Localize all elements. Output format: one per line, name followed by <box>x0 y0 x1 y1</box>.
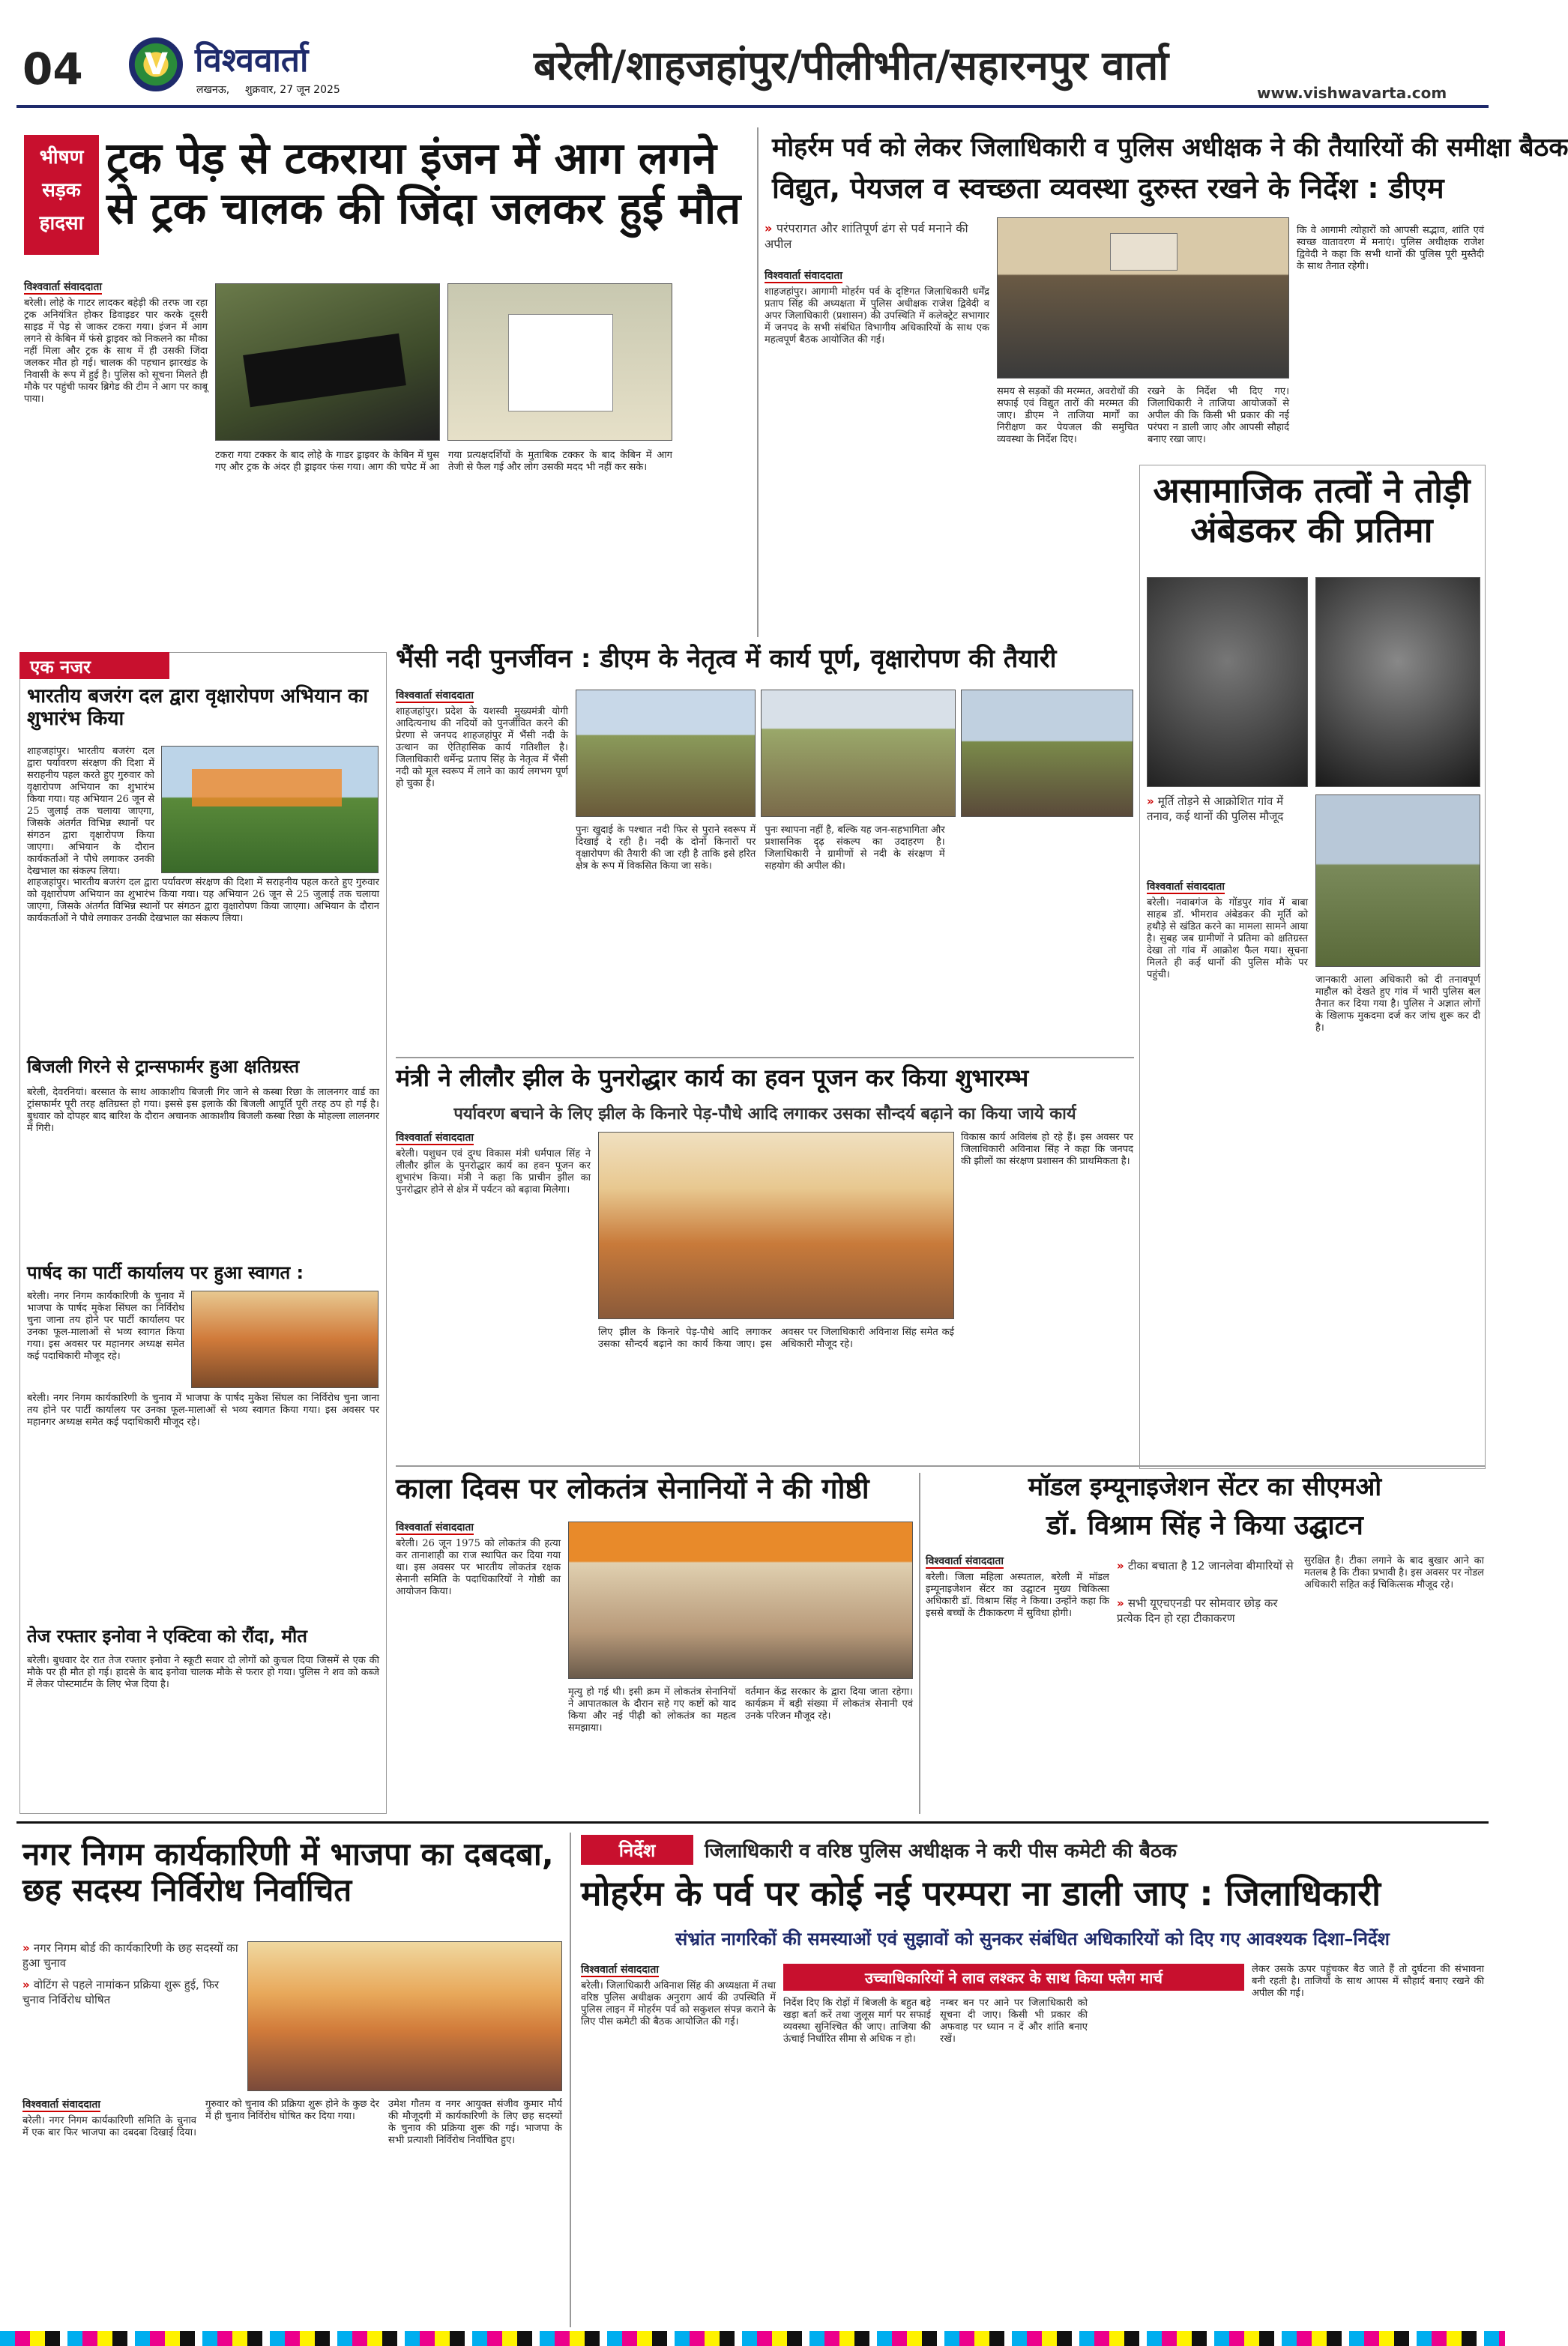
river-photo-1 <box>576 690 756 817</box>
immunization-headline2: डॉ. विश्राम सिंह ने किया उद्घाटन <box>1046 1510 1363 1541</box>
seminar-photo <box>568 1522 913 1679</box>
innova-story: बरेली। बुधवार देर रात तेज रफ्तार इनोवा ने स्कूटी सवार दो लोगों को कुचल दिया जिसमें से एक की मौके पर ही मौत हो गई। हादसे के बाद इनोवा चालक मौके से फरार हो गया। पुलिस ने शव को कब्जे में लेकर पोस्टमार्टम के लिए भेज दिया है। <box>27 1655 379 1690</box>
muharram-dm-story: विश्ववार्ता संवाददाता बरेली। जिलाधिकारी अविनाश सिंह की अध्यक्षता में तथा वरिष्ठ पुलिस अधीक्षक अनुराग आर्य की उपस्थिति में पुलिस लाइन में मोहर्रम पर्व को सकुशल संपन्न कराने के लिए पीस कमेटी की बैठक आयोजित की गई। <box>581 1964 776 2027</box>
river-photo-3 <box>961 690 1133 817</box>
nagar-nigam-bullet2: » वोटिंग से पहले नामांकन प्रक्रिया शुरू हुई, फिर चुनाव निर्विरोध घोषित <box>22 1978 240 2007</box>
lilaur-subhead: पर्यावरण बचाने के लिए झील के किनारे पेड़-पौधे आदि लगाकर उसका सौन्दर्य बढ़ाने का किया जाये कार्य <box>453 1105 1076 1124</box>
river-photo-2 <box>761 690 956 817</box>
bhainsi-headline: भैंसी नदी पुनर्जीवन : डीएम के नेतृत्व में कार्य पूर्ण, वृक्षारोपण की तैयारी <box>396 644 1057 674</box>
bhainsi-story-cont: पुनः खुदाई के पश्चात नदी फिर से पुराने स्वरूप में दिखाई दे रही है। नदी के दोनों किनारों पर वृक्षारोपण की तैयारी की जा रही है ताकि इसे हरित क्षेत्र के रूप में विकसित किया जा सके। पुनः स्थापना नहीं है, बल्कि यह जन-सहभागिता और प्रशासनिक दृढ़ संकल्प का उदाहरण है। जिलाधिकारी ने ग्रामीणों से नदी के संरक्षण में सहयोग की अपील की। <box>576 824 945 872</box>
kala-diwas-headline: काला दिवस पर लोकतंत्र सेनानियों ने की गोष्ठी <box>396 1472 869 1505</box>
immunization-story-cont: सुरक्षित है। टीका लगाने के बाद बुखार आने का मतलब है कि टीका प्रभावी है। इस अवसर पर नोडल अधिकारी सहित कई चिकित्सक मौजूद रहे। <box>1304 1555 1484 1590</box>
immunization-headline1: मॉडल इम्यूनाइजेशन सेंटर का सीएमओ <box>1028 1472 1382 1502</box>
havan-photo <box>598 1132 954 1319</box>
website[interactable]: www.vishwavarta.com <box>1257 84 1447 102</box>
nagar-nigam-photo <box>247 1941 562 2091</box>
nagar-nigam-headline: नगर निगम कार्यकारिणी में भाजपा का दबदबा, छह सदस्य निर्विरोध निर्वाचित <box>22 1836 554 1909</box>
lilaur-story-col3: विकास कार्य अविलंब हो रहे हैं। इस अवसर पर जिलाधिकारी अविनाश सिंह ने कहा कि जनपद की झीलों का संरक्षण प्रशासन की प्राथमिकता है। <box>961 1132 1133 1167</box>
muharram-dm-headline: मोहर्रम के पर्व पर कोई नई परम्परा ना डाली जाए : जिलाधिकारी <box>581 1873 1381 1914</box>
parshad-story-cont: बरेली। नगर निगम कार्यकारिणी के चुनाव में भाजपा के पार्षद मुकेश सिंघल का निर्विरोध चुना जाना तय होने पर पार्टी कार्यालय पर उनका फूल-मालाओं से भव्य स्वागत किया गया। इस अवसर पर महानगर अध्यक्ष समेत कई पदाधिकारी मौजूद रहे। <box>27 1393 379 1428</box>
ambedkar-story-cont: जानकारी आला अधिकारी को दी तनावपूर्ण माहौल को देखते हुए गांव में भारी पुलिस बल तैनात कर दिया गया है। पुलिस ने अज्ञात लोगों के खिलाफ मुकदमा दर्ज कर जांच शुरू कर दी है। <box>1315 974 1480 1034</box>
truck-story-cont: टकरा गया टक्कर के बाद लोहे के गाडर ड्राइवर के केबिन में घुस गए और ट्रक के अंदर ही ड्राइवर फंस गया। आग की चपेट में आ गया प्रत्यक्षदर्शियों के मुताबिक टक्कर के बाद केबिन में आग तेजी से फैल गई और लोग उसकी मदद भी नहीं कर सके। <box>215 450 672 473</box>
meeting-photo <box>997 217 1289 379</box>
flag-march-banner: उच्चाधिकारियों ने लाव लश्कर के साथ किया फ्लैग मार्च <box>783 1964 1244 1991</box>
edition-title: बरेली/शाहजहांपुर/पीलीभीत/सहारनपुर वार्ता <box>534 42 1169 89</box>
nirdesh-tag: निर्देश <box>581 1835 693 1865</box>
statue-cctv-photo-2 <box>1315 577 1480 787</box>
ambedkar-headline: असामाजिक तत्वों ने तोड़ी अंबेडकर की प्रतिमा <box>1153 470 1471 550</box>
muharram-review-bullet: » परंपरागत और शांतिपूर्ण ढंग से पर्व मनाने की अपील <box>765 221 989 253</box>
truck-story: विश्ववार्ता संवाददाता बरेली। लोहे के गाटर लादकर बहेड़ी की तरफ जा रहा ट्रक अनियंत्रित होकर डिवाइडर पार करके दूसरी साइड में पेड़ से जाकर टकरा गया। इंजन में आग लगने से केबिन में फंसे ड्राइवर को निकलने का मौका नहीं मिला और ट्रक के साथ में ही उसकी जिंदा जलकर मौत हो गई। चालक की पहचान झारखंड के निवासी के रूप में हुई है। पुलिस को सूचना मिलते ही मौके पर पहुंची फायर ब्रिगेड की टीम ने आग पर काबू पाया। <box>24 281 208 405</box>
nagar-nigam-bullets <box>22 1941 240 2007</box>
truck-photo <box>215 283 440 441</box>
ambedkar-bullet: » मूर्ति तोड़ने से आक्रोशित गांव में तनाव, कई थानों की पुलिस मौजूद <box>1147 794 1308 824</box>
bajrang-story: शाहजहांपुर। भारतीय बजरंग दल द्वारा पर्यावरण संरक्षण की दिशा में सराहनीय पहल करते हुए गुरुवार को वृक्षारोपण अभियान का शुभारंभ किया गया। यह अभियान 26 जून से 25 जुलाई तक चलाया जाएगा, जिसके अंतर्गत विभिन्न स्थानों पर संगठन द्वारा वृक्षारोपण किया जाएगा। अभियान के दौरान कार्यकर्ताओं ने पौधे लगाकर उनकी देखभाल का संकल्प लिया। <box>27 746 154 877</box>
masthead <box>16 22 1489 105</box>
muharram-dm-strap: जिलाधिकारी व वरिष्ठ पुलिस अधीक्षक ने करी पीस कमेटी की बैठक <box>705 1840 1177 1863</box>
immunization-bullet2: » सभी यूएचएनडी पर सोमवार छोड़ कर प्रत्येक दिन हो रहा टीकाकरण <box>1117 1596 1297 1626</box>
muharram-review-headline2: विद्युत, पेयजल व स्वच्छता व्यवस्था दुरुस्त रखने के निर्देश : डीएम <box>772 172 1444 205</box>
muharram-review-story: विश्ववार्ता संवाददाता शाहजहांपुर। आगामी मोहर्रम पर्व के दृष्टिगत जिलाधिकारी धर्मेंद्र प्रताप सिंह की अध्यक्षता में पुलिस अधीक्षक राजेश द्विवेदी व अपर जिलाधिकारी (प्रशासन) की उपस्थिति में कलेक्ट्रेट सभागार में जनपद के सभी संबंधित विभागीय अधिकारियों के साथ एक महत्वपूर्ण बैठक आयोजित की गई। <box>765 270 989 346</box>
date: शुक्रवार, 27 जून 2025 <box>245 84 340 96</box>
ambedkar-story: विश्ववार्ता संवाददाता बरेली। नवाबगंज के गोंडपुर गांव में बाबा साहब डॉ. भीमराव अंबेडकर की मूर्ति को हथौड़े से खंडित करने का मामला सामने आया है। सुबह जब ग्रामीणों ने प्रतिमा को क्षतिग्रस्त देखा तो गांव में आक्रोश फैल गया। सूचना मिलते ही कई थानों की पुलिस मौके पर पहुंची। <box>1147 881 1308 980</box>
nagar-nigam-bullet1: » नगर निगम बोर्ड की कार्यकारिणी के छह सदस्यों का हुआ चुनाव <box>22 1941 240 1970</box>
ek-nazar-label: एक नजर <box>19 652 169 679</box>
lilaur-headline: मंत्री ने लीलौर झील के पुनरोद्धार कार्य का हवन पूजन कर किया शुभारम्भ <box>396 1064 1029 1092</box>
muharram-review-col4: कि वे आगामी त्योहारों को आपसी सद्भाव, शांति एवं स्वच्छ वातावरण में मनाएं। पुलिस अधीक्षक राजेश द्विवेदी ने कहा कि सभी थानों की पुलिस पूरी मुस्तैदी के साथ तैनात रहेगी। <box>1297 225 1484 272</box>
welcome-photo <box>191 1291 379 1388</box>
immunization-story: विश्ववार्ता संवाददाता बरेली। जिला महिला अस्पताल, बरेली में मॉडल इम्यूनाइजेशन सेंटर का उद्घाटन मुख्य चिकित्सा अधिकारी डॉ. विश्राम सिंह ने किया। उन्होंने कहा कि इससे बच्चों के टीकाकरण में सुविधा होगी। <box>926 1555 1109 1619</box>
truck-headline: ट्रक पेड़ से टकराया इंजन में आग लगने से ट्रक चालक की जिंदा जलकर हुई मौत <box>106 133 741 234</box>
registration-strip <box>0 2331 1505 2346</box>
immunization-bullet1: » टीका बचाता है 12 जानलेवा बीमारियों से <box>1117 1559 1297 1574</box>
city: लखनऊ, <box>196 84 230 96</box>
lilaur-story-cont: लिए झील के किनारे पेड़-पौधे आदि लगाकर उसका सौन्दर्य बढ़ाने का कार्य किया जाए। इस अवसर पर जिलाधिकारी अविनाश सिंह समेत कई अधिकारी मौजूद रहे। <box>598 1327 954 1350</box>
lilaur-story: विश्ववार्ता संवाददाता बरेली। पशुधन एवं दुग्ध विकास मंत्री धर्मपाल सिंह ने लीलौर झील के पुनरोद्धार कार्य का हवन पूजन कर शुभारंभ किया। मंत्री ने कहा कि प्राचीन झील का पुनरोद्धार होने से क्षेत्र में पर्यटन को बढ़ावा मिलेगा। <box>396 1132 591 1195</box>
muharram-dm-story-cont: निर्देश दिए कि रोड़ों में बिजली के बहुत बड़े खड़ा बर्ता करें तथा जुलूस मार्ग पर सफाई व्यवस्था सुनिश्चित की जाए। ताजिया की ऊंचाई निर्धारित सीमा से अधिक न हो। नम्बर बन पर आने पर जिलाधिकारी को सूचना दी जाए। किसी भी प्रकार की अफवाह पर ध्यान न दें और शांति बनाए रखें। <box>783 1997 1088 2045</box>
accident-tag: भीषण सड़क हादसा <box>24 135 99 255</box>
nagar-nigam-story: विश्ववार्ता संवाददाता बरेली। नगर निगम कार्यकारिणी समिति के चुनाव में एक बार फिर भाजपा का दबदबा दिखाई दिया। गुरुवार को चुनाव की प्रक्रिया शुरू होने के कुछ देर में ही चुनाव निर्विरोध घोषित कर दिया गया। उमेश गौतम व नगर आयुक्त संजीव कुमार मौर्य की मौजूदगी में कार्यकारिणी के लिए छह सदस्यों के चुनाव की प्रक्रिया शुरू की गई। भाजपा के सभी प्रत्याशी निर्विरोध निर्वाचित हुए। <box>22 2099 562 2146</box>
plantation-photo <box>161 746 379 873</box>
kala-diwas-story-cont: मृत्यु हो गई थी। इसी क्रम में लोकतंत्र सेनानियों ने आपातकाल के दौरान सहे गए कष्टों को याद किया और नई पीढ़ी को लोकतंत्र का महत्व समझाया। वर्तमान केंद्र सरकार के द्वारा दिया जाता रहेगा। कार्यक्रम में बड़ी संख्या में लोकतंत्र सेनानी एवं उनके परिजन मौजूद रहे। <box>568 1686 913 1734</box>
transformer-story: बरेली, देवरनियां। बरसात के साथ आकाशीय बिजली गिर जाने से कस्बा रिछा के लालनगर वार्ड का ट्रांसफार्मर पूरी तरह क्षतिग्रस्त हो गया। इससे इस इलाके की बिजली आपूर्ति पूरी तरह ठप हो गई है। बुधवार को दोपहर बाद बारिश के दौरान अचानक आकाशीय बिजली कस्बा रिछा के मोहल्ला लालनगर में गिरी। <box>27 1087 379 1134</box>
paper-name: विश्ववार्ता <box>195 41 309 79</box>
bhainsi-story: विश्ववार्ता संवाददाता शाहजहांपुर। प्रदेश के यशस्वी मुख्यमंत्री योगी आदित्यनाथ की नदियों को पुनर्जीवित करने की प्रेरणा से जनपद शाहजहांपुर में भैंसी नदी के उत्थान का ऐतिहासिक कार्य गतिशील है। जिलाधिकारी धर्मेन्द्र प्रताप सिंह के नेतृत्व में भैंसी नदी को मूल स्वरूप में लाने का कार्य लगभग पूर्ण हो चुका है। <box>396 690 568 789</box>
bajrang-story-cont: शाहजहांपुर। भारतीय बजरंग दल द्वारा पर्यावरण संरक्षण की दिशा में सराहनीय पहल करते हुए गुरुवार को वृक्षारोपण अभियान का शुभारंभ किया गया। यह अभियान 26 जून से 25 जुलाई तक चलाया जाएगा, जिसके अंतर्गत विभिन्न स्थानों पर संगठन द्वारा वृक्षारोपण किया जाएगा। अभियान के दौरान कार्यकर्ताओं ने पौधे लगाकर उनकी देखभाल का संकल्प लिया। <box>27 877 379 924</box>
transformer-headline: बिजली गिरने से ट्रान्सफार्मर हुआ क्षतिग्रस्त <box>27 1056 300 1077</box>
innova-headline: तेज रफ्तार इनोवा ने एक्टिवा को रौंदा, मौत <box>27 1626 307 1647</box>
bajrang-headline: भारतीय बजरंग दल द्वारा वृक्षारोपण अभियान का शुभारंभ किया <box>27 685 369 730</box>
muharram-review-cont: समय से सड़कों की मरम्मत, अवरोधों की सफाई एवं विद्युत तारों की मरम्मत की जाए। डीएम ने ताजिया मार्गों का निरीक्षण कर पेयजल की समुचित व्यवस्था के निर्देश दिए। रखने के निर्देश भी दिए गए। जिलाधिकारी ने ताजिया आयोजकों से अपील की कि किसी भी प्रकार की नई परंपरा न डाली जाए और आपसी सौहार्द बनाए रखा जाए। <box>997 386 1289 445</box>
parshad-story: बरेली। नगर निगम कार्यकारिणी के चुनाव में भाजपा के पार्षद मुकेश सिंघल का निर्विरोध चुना जाना तय होने पर पार्टी कार्यालय पर उनका फूल-मालाओं से भव्य स्वागत किया गया। इस अवसर पर महानगर अध्यक्ष समेत कई पदाधिकारी मौजूद रहे। <box>27 1291 184 1362</box>
parshad-headline: पार्षद का पार्टी कार्यालय पर हुआ स्वागत : <box>27 1262 304 1283</box>
page-number: 04 <box>22 43 83 94</box>
muharram-review-headline1: मोहर्रम पर्व को लेकर जिलाधिकारी व पुलिस अधीक्षक ने की तैयारियों की समीक्षा बैठक <box>772 133 1568 163</box>
muharram-dm-subhead: संभ्रांत नागरिकों की समस्याओं एवं सुझावों को सुनकर संबंधित अधिकारियों को दिए गए आवश्यक दिशा–निर्देश <box>675 1929 1390 1950</box>
statue-cctv-photo-1 <box>1147 577 1308 787</box>
victim-photo <box>447 283 672 441</box>
kala-diwas-story: विश्ववार्ता संवाददाता बरेली। 26 जून 1975 को लोकतंत्र की हत्या कर तानाशाही का राज स्थापित कर दिया गया था। इस अवसर पर भारतीय लोकतंत्र रक्षक सेनानी समिति के पदाधिकारियों ने गोष्ठी का आयोजन किया। <box>396 1522 561 1597</box>
muharram-dm-story-col4: लेकर उसके ऊपर पहुंचकर बैठ जाते हैं तो दुर्घटना की संभावना बनी रहती है। ताजियों के साथ आपस में सौहार्द बनाए रखने की अपील की गई। <box>1252 1964 1484 1999</box>
police-photo <box>1315 794 1480 967</box>
logo-icon: V <box>129 37 183 91</box>
